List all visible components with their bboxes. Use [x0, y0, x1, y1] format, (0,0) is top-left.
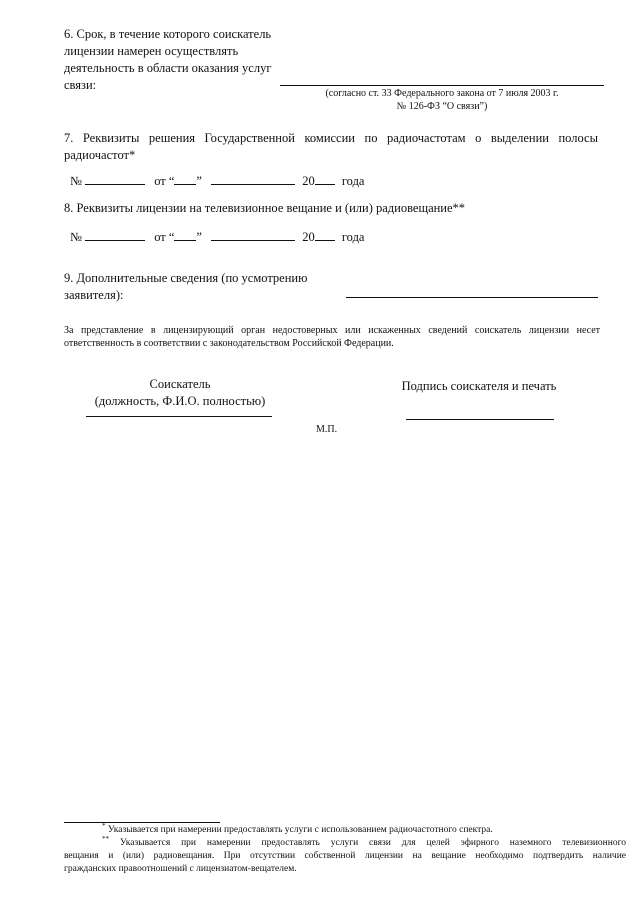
applicant-sublabel: (должность, Ф.И.О. полностью) [94, 394, 266, 408]
quote-close: ” [196, 230, 202, 244]
section-7-title: 7. Реквизиты решения Государственной комиссии по радиочастотам о выделении полосы [64, 131, 598, 145]
year-prefix: 20 [302, 230, 315, 244]
signature-seal-field[interactable] [406, 419, 554, 420]
year-field[interactable] [315, 172, 335, 185]
responsibility-line: ответственность в соответствии с законодательством Российской Федерации. [64, 338, 394, 349]
signature-label: Подпись соискателя и печать [401, 379, 557, 393]
year-suffix: года [341, 230, 365, 244]
year-field[interactable] [315, 228, 335, 241]
section-6-line: деятельность в области оказания услуг [64, 61, 272, 75]
footnote-2-text: Указывается при намерении предоставлять услуги связи для целей эфирного наземного телевизионного [119, 838, 627, 848]
month-field[interactable] [211, 172, 295, 185]
footnote-2-line [64, 834, 627, 850]
from-label: от “ [154, 230, 175, 244]
section-9 [64, 270, 334, 304]
section-8-requisites [70, 228, 364, 246]
section-6-term-field[interactable] [280, 85, 604, 86]
responsibility-line: За представление в лицензирующий орган недостоверных или искаженных сведений соискатель лицензии несет [64, 325, 600, 336]
section-8-title: 8. Реквизиты лицензии на телевизионное вещание и (или) радиовещание** [64, 201, 466, 215]
from-label: от “ [154, 174, 175, 188]
section-9-field[interactable] [346, 297, 598, 298]
footnote-2-line: гражданских правоотношений с лицензиатом-вещателем. [64, 864, 297, 874]
section-6-note-line: № 126-ФЗ “О связи”) [396, 101, 488, 112]
section-6-line: 6. Срок, в течение которого соискатель [64, 27, 272, 41]
number-label: № [70, 230, 82, 244]
section-6-line: лицензии намерен осуществлять [64, 44, 239, 58]
stamp-place-label: М.П. [316, 424, 338, 435]
footnote-1 [64, 821, 626, 837]
quote-close: ” [196, 174, 202, 188]
footnote-1-mark: * [102, 821, 106, 830]
applicant-block [80, 376, 280, 410]
footnote-2-mark: ** [102, 834, 109, 843]
section-7 [64, 130, 598, 164]
applicant-label: Соискатель [149, 377, 211, 391]
number-field[interactable] [85, 228, 145, 241]
section-9-title: 9. Дополнительные сведения (по усмотрению [64, 271, 308, 285]
section-9-title-cont: заявителя): [64, 288, 124, 302]
section-7-requisites [70, 172, 364, 190]
footnote-2-line: вещания и (или) радиовещания. При отсутствии собственной лицензии на вещание необходимо подтвердить наличие [64, 851, 626, 861]
section-6-line: связи: [64, 78, 97, 92]
number-label: № [70, 174, 82, 188]
responsibility-note [64, 324, 600, 350]
footnote-separator [64, 822, 220, 823]
section-6 [64, 26, 284, 94]
footnotes [64, 821, 627, 876]
section-7-title-cont: радиочастот* [64, 148, 136, 162]
year-prefix: 20 [302, 174, 315, 188]
section-6-note-line: (согласно ст. 33 Федерального закона от 7 июля 2003 г. [325, 88, 559, 99]
number-field[interactable] [85, 172, 145, 185]
footnote-1-text: Указывается при намерении предоставлять услуги с использованием радиочастотного спектра. [107, 825, 493, 835]
applicant-signature-field[interactable] [86, 416, 272, 417]
section-6-note [280, 87, 604, 113]
day-field[interactable] [174, 228, 196, 241]
year-suffix: года [341, 174, 365, 188]
day-field[interactable] [174, 172, 196, 185]
month-field[interactable] [211, 228, 295, 241]
